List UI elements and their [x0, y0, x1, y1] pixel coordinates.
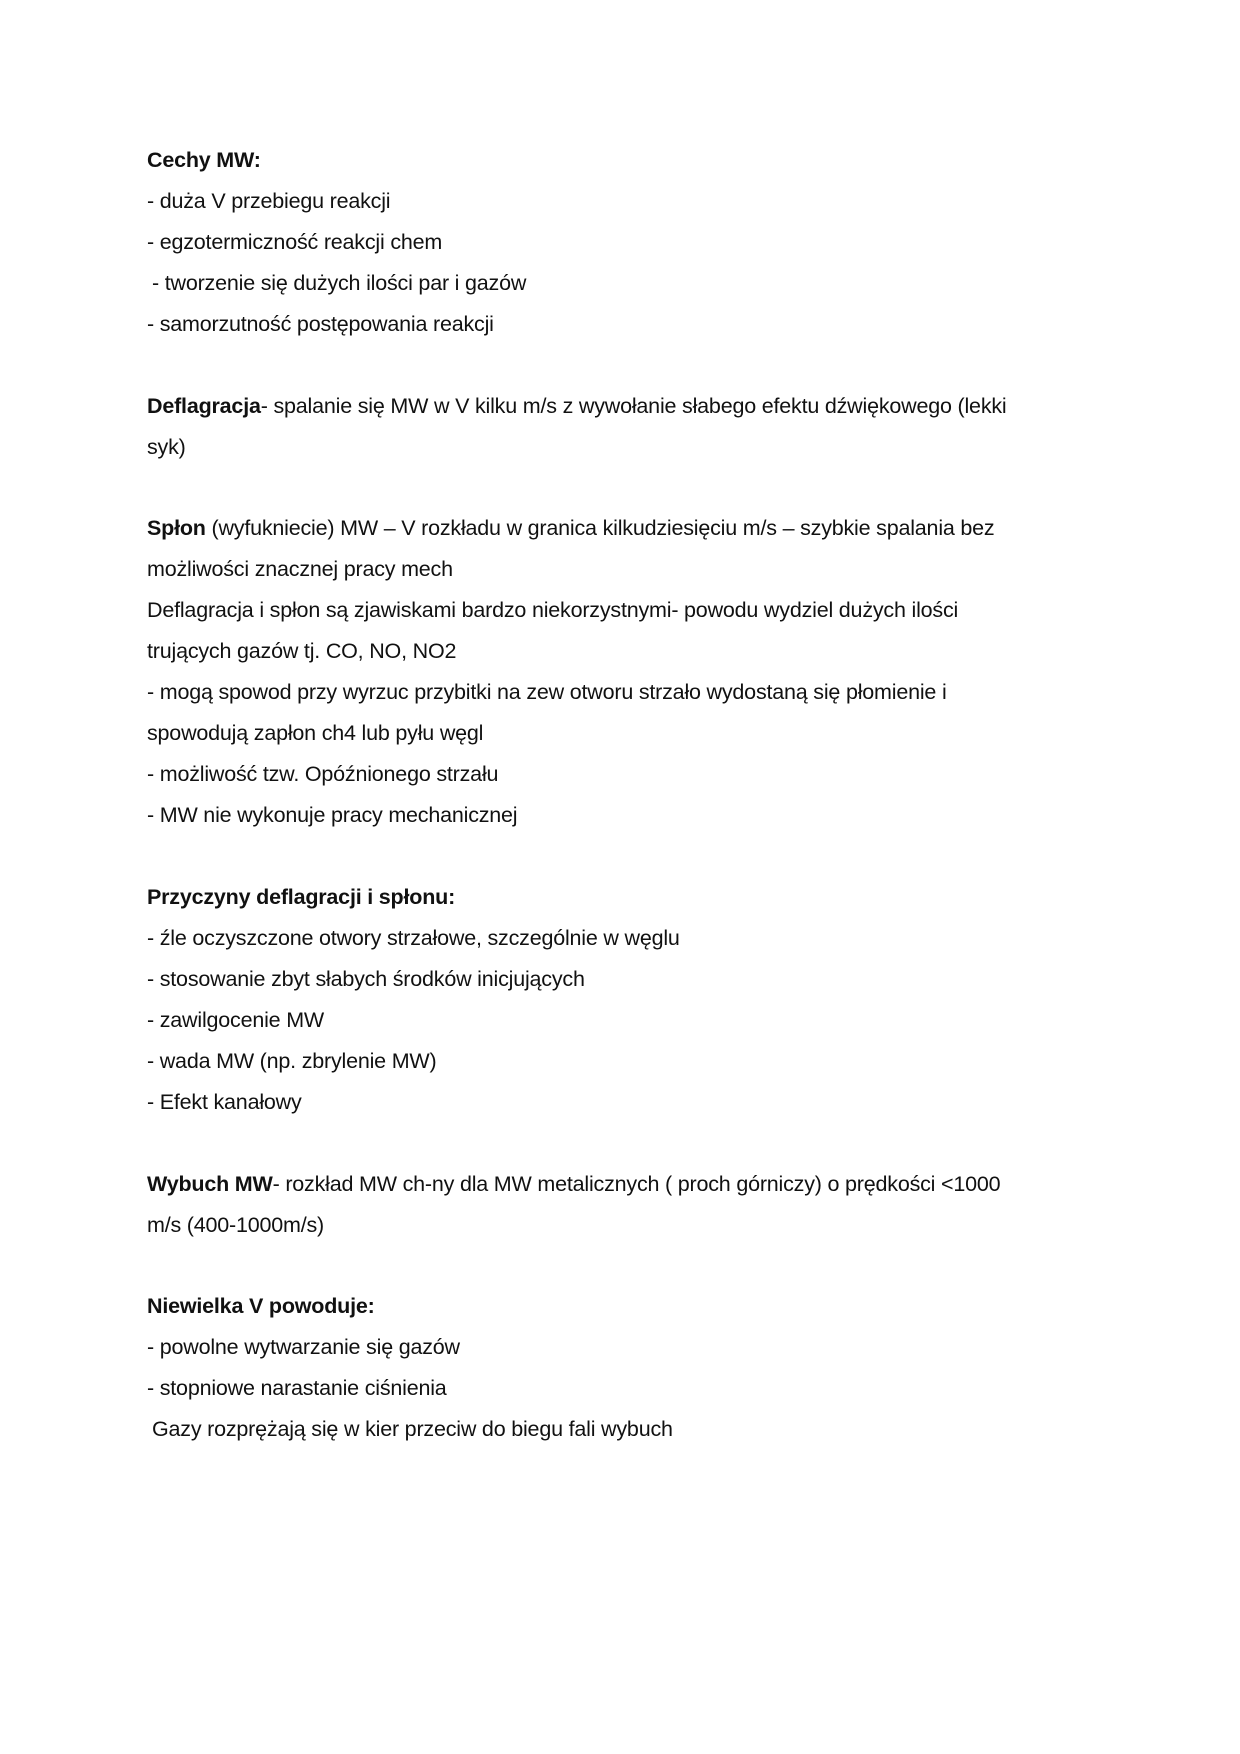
paragraph-continuation: m/s (400-1000m/s) — [147, 1213, 325, 1237]
list-item: - wada MW (np. zbrylenie MW) — [147, 1049, 437, 1073]
text-line: trujących gazów tj. CO, NO, NO2 — [147, 639, 457, 663]
term-deflagracja: Deflagracja — [147, 394, 261, 418]
heading-cechy-mw: Cechy MW: — [147, 148, 261, 172]
text-line: - MW nie wykonuje pracy mechanicznej — [147, 803, 518, 827]
paragraph-deflagracja — [147, 392, 1007, 420]
text-line: Deflagracja i spłon są zjawiskami bardzo niekorzystnymi- powodu wydziel dużych ilości — [147, 598, 959, 622]
list-item: - Efekt kanałowy — [147, 1090, 302, 1114]
list-item: - duża V przebiegu reakcji — [147, 189, 391, 213]
term-splon: Spłon — [147, 516, 206, 540]
paragraph-continuation: syk) — [147, 435, 186, 459]
text-line: - mogą spowod przy wyrzuc przybitki na zew otworu strzało wydostaną się płomienie i — [147, 680, 947, 704]
definition-text: - rozkład MW ch-ny dla MW metalicznych ( proch górniczy) o prędkości <1000 — [272, 1172, 1001, 1196]
list-item: - samorzutność postępowania reakcji — [147, 312, 494, 336]
list-item: - stopniowe narastanie ciśnienia — [147, 1376, 447, 1400]
term-wybuch-mw: Wybuch MW — [147, 1172, 273, 1196]
definition-text: - spalanie się MW w V kilku m/s z wywołanie słabego efektu dźwiękowego (lekki — [260, 394, 1007, 418]
text-line: Gazy rozprężają się w kier przeciw do biegu fali wybuch — [152, 1417, 673, 1441]
paragraph-continuation: możliwości znacznej pracy mech — [147, 557, 453, 581]
list-item: - egzotermiczność reakcji chem — [147, 230, 443, 254]
list-item: - tworzenie się dużych ilości par i gazów — [152, 271, 527, 295]
text-line: spowodują zapłon ch4 lub pyłu węgl — [147, 721, 484, 745]
list-item: - stosowanie zbyt słabych środków inicjujących — [147, 967, 585, 991]
definition-text: (wyfukniecie) MW – V rozkładu w granica kilkudziesięciu m/s – szybkie spalania bez — [205, 516, 995, 540]
list-item: - powolne wytwarzanie się gazów — [147, 1335, 460, 1359]
list-item: - źle oczyszczone otwory strzałowe, szczególnie w węglu — [147, 926, 680, 950]
paragraph-splon — [147, 514, 995, 542]
heading-niewielka-v: Niewielka V powoduje: — [147, 1294, 375, 1318]
heading-przyczyny: Przyczyny deflagracji i spłonu: — [147, 885, 456, 909]
text-line: - możliwość tzw. Opóźnionego strzału — [147, 762, 499, 786]
list-item: - zawilgocenie MW — [147, 1008, 325, 1032]
paragraph-wybuch — [147, 1170, 1000, 1198]
